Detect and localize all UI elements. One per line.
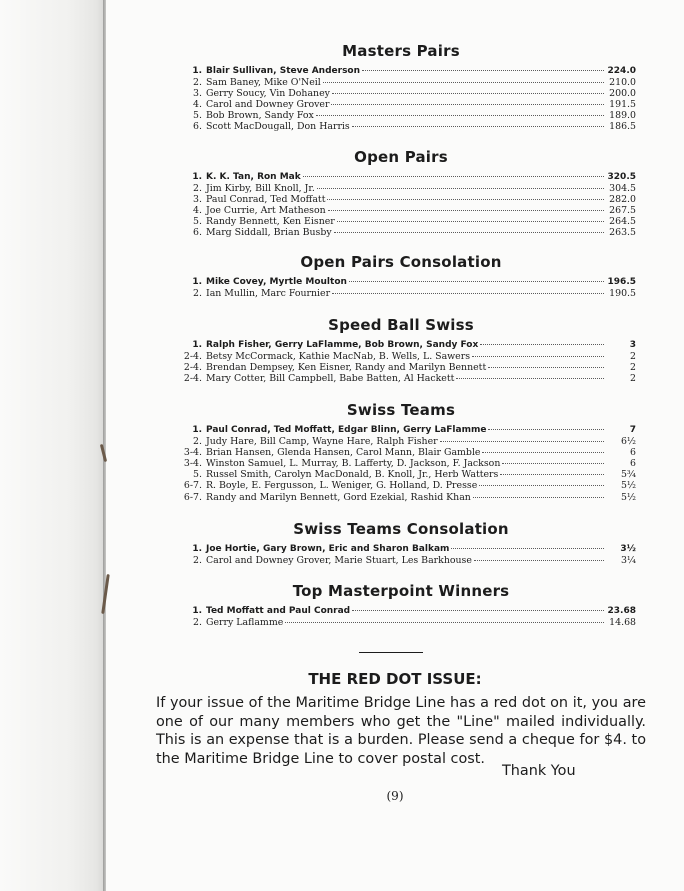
result-row bbox=[166, 194, 636, 205]
leader-dots bbox=[488, 429, 604, 430]
result-score: 5½ bbox=[620, 491, 636, 503]
result-names: Brian Hansen, Glenda Hansen, Carol Mann, Blair Gamble bbox=[206, 447, 481, 459]
result-score: 6½ bbox=[620, 436, 636, 448]
result-rank: 2-4. bbox=[183, 373, 202, 385]
result-score: 320.5 bbox=[607, 172, 636, 182]
result-names: Gerry Laflamme bbox=[206, 617, 284, 629]
section-masters-pairs bbox=[166, 42, 636, 133]
leader-dots bbox=[474, 560, 604, 561]
result-score: 189.0 bbox=[609, 110, 636, 122]
section-title: Swiss Teams bbox=[346, 401, 456, 419]
result-names: Carol and Downey Grover bbox=[206, 99, 330, 111]
result-rank: 4. bbox=[193, 205, 202, 217]
result-row bbox=[166, 544, 636, 555]
leader-dots bbox=[472, 356, 604, 357]
result-score: 3½ bbox=[620, 544, 636, 554]
result-names: Joe Hortie, Gary Brown, Eric and Sharon Balkam bbox=[206, 544, 450, 554]
result-names: Russel Smith, Carolyn MacDonald, B. Knoll, Jr., Herb Watters bbox=[206, 469, 499, 481]
leader-dots bbox=[482, 452, 604, 453]
notice-title: THE RED DOT ISSUE: bbox=[308, 670, 482, 688]
result-names: Paul Conrad, Ted Moffatt bbox=[206, 194, 326, 206]
leader-dots bbox=[337, 221, 604, 222]
result-names: Ted Moffatt and Paul Conrad bbox=[206, 606, 351, 616]
result-rank: 2-4. bbox=[183, 351, 202, 363]
result-row bbox=[166, 88, 636, 99]
result-names: Joe Currie, Art Matheson bbox=[206, 205, 326, 217]
result-score: 210.0 bbox=[609, 77, 636, 89]
notice-signoff: Thank You bbox=[502, 763, 576, 779]
leader-dots bbox=[317, 188, 604, 189]
leader-dots bbox=[500, 474, 604, 475]
result-names: Bob Brown, Sandy Fox bbox=[206, 110, 314, 122]
result-score: 186.5 bbox=[609, 121, 636, 133]
result-score: 3¼ bbox=[620, 555, 636, 567]
result-names: R. Boyle, E. Fergusson, L. Weniger, G. Holland, D. Presse bbox=[206, 480, 478, 492]
result-row bbox=[166, 351, 636, 362]
result-names: Paul Conrad, Ted Moffatt, Edgar Blinn, Gerry LaFlamme bbox=[206, 425, 487, 435]
result-score: 200.0 bbox=[609, 88, 636, 100]
result-names: Ralph Fisher, Gerry LaFlamme, Bob Brown, Sandy Fox bbox=[206, 340, 479, 350]
leader-dots bbox=[303, 176, 604, 177]
result-score: 5½ bbox=[620, 480, 636, 492]
result-rank: 2. bbox=[193, 436, 202, 448]
result-row bbox=[166, 110, 636, 121]
result-rank: 5. bbox=[193, 216, 202, 228]
result-names: Mike Covey, Myrtle Moulton bbox=[206, 277, 347, 287]
section-title: Top Masterpoint Winners bbox=[292, 582, 510, 600]
result-names: Betsy McCormack, Kathie MacNab, B. Wells, L. Sawers bbox=[206, 351, 471, 363]
result-row bbox=[166, 340, 636, 351]
result-row bbox=[166, 492, 636, 503]
result-row bbox=[166, 447, 636, 458]
leader-dots bbox=[323, 82, 604, 83]
result-names: Winston Samuel, L. Murray, B. Lafferty, D. Jackson, F. Jackson bbox=[206, 458, 501, 470]
result-score: 5¾ bbox=[620, 469, 636, 481]
leader-dots bbox=[331, 104, 604, 105]
result-score: 263.5 bbox=[609, 227, 636, 239]
leader-dots bbox=[332, 293, 604, 294]
result-rank: 1. bbox=[192, 66, 202, 76]
section-title: Swiss Teams Consolation bbox=[293, 520, 509, 538]
result-rank: 1. bbox=[192, 340, 202, 350]
result-row bbox=[166, 555, 636, 566]
result-rank: 5. bbox=[193, 110, 202, 122]
result-row bbox=[166, 425, 636, 436]
result-rank: 2. bbox=[193, 77, 202, 89]
result-rank: 2. bbox=[193, 617, 202, 629]
result-rank: 1. bbox=[192, 277, 202, 287]
result-row bbox=[166, 172, 636, 183]
section-open-pairs bbox=[166, 148, 636, 239]
section-title: Speed Ball Swiss bbox=[328, 316, 474, 334]
result-rank: 6. bbox=[193, 121, 202, 133]
result-rank: 6-7. bbox=[183, 480, 202, 492]
section-title: Masters Pairs bbox=[342, 42, 460, 60]
result-score: 2 bbox=[630, 351, 636, 363]
result-row bbox=[166, 77, 636, 88]
section-speed-ball-swiss bbox=[166, 316, 636, 384]
leader-dots bbox=[332, 93, 604, 94]
result-score: 190.5 bbox=[609, 288, 636, 300]
result-names: Randy and Marilyn Bennett, Gord Ezekial, Rashid Khan bbox=[206, 491, 471, 503]
result-rank: 2. bbox=[193, 288, 202, 300]
section-top-masterpoint-winners bbox=[166, 582, 636, 628]
result-rank: 2. bbox=[193, 555, 202, 567]
leader-dots bbox=[328, 210, 604, 211]
page-number: (9) bbox=[386, 789, 404, 803]
result-score: 196.5 bbox=[607, 277, 636, 287]
result-score: 3 bbox=[629, 340, 636, 350]
result-names: K. K. Tan, Ron Mak bbox=[206, 172, 301, 182]
result-score: 304.5 bbox=[609, 183, 636, 195]
result-names: Judy Hare, Bill Camp, Wayne Hare, Ralph Fisher bbox=[206, 436, 438, 448]
result-score: 224.0 bbox=[607, 66, 636, 76]
leader-dots bbox=[352, 610, 604, 611]
result-names: Scott MacDougall, Don Harris bbox=[206, 121, 350, 133]
result-row bbox=[166, 227, 636, 238]
result-row bbox=[166, 288, 636, 299]
leader-dots bbox=[480, 344, 604, 345]
result-rank: 6-7. bbox=[183, 491, 202, 503]
result-score: 282.0 bbox=[609, 194, 636, 206]
result-rank: 2-4. bbox=[183, 362, 202, 374]
leader-dots bbox=[352, 126, 604, 127]
leader-dots bbox=[479, 485, 604, 486]
result-score: 2 bbox=[630, 373, 636, 385]
result-names: Marg Siddall, Brian Busby bbox=[206, 227, 332, 239]
result-row bbox=[166, 277, 636, 288]
result-names: Randy Bennett, Ken Eisner bbox=[206, 216, 335, 228]
booklet-binding-margin bbox=[0, 0, 104, 891]
result-row bbox=[166, 480, 636, 491]
result-row bbox=[166, 436, 636, 447]
result-row bbox=[166, 362, 636, 373]
leader-dots bbox=[451, 548, 604, 549]
notice-body: If your issue of the Maritime Bridge Line has a red dot on it, you are one of our many members who get the "Line" mailed individually. This is an expense that is a burden. Please send a cheque for $4. to the Maritime Bridge Line to cover postal cost. bbox=[156, 695, 646, 767]
result-row bbox=[166, 99, 636, 110]
result-rank: 1. bbox=[192, 544, 202, 554]
result-row bbox=[166, 205, 636, 216]
result-rank: 3-4. bbox=[183, 458, 202, 470]
result-row bbox=[166, 183, 636, 194]
leader-dots bbox=[488, 367, 604, 368]
result-rank: 6. bbox=[193, 227, 202, 239]
leader-dots bbox=[440, 441, 604, 442]
leader-dots bbox=[456, 378, 604, 379]
section-swiss-teams-consolation bbox=[166, 520, 636, 566]
result-rank: 5. bbox=[193, 469, 202, 481]
leader-dots bbox=[473, 497, 604, 498]
result-names: Blair Sullivan, Steve Anderson bbox=[206, 66, 361, 76]
leader-dots bbox=[285, 622, 604, 623]
result-row bbox=[166, 121, 636, 132]
result-names: Carol and Downey Grover, Marie Stuart, Les Barkhouse bbox=[206, 555, 472, 567]
result-rank: 3. bbox=[193, 88, 202, 100]
results-page bbox=[106, 0, 684, 891]
result-names: Mary Cotter, Bill Campbell, Babe Batten, Al Hackett bbox=[206, 373, 455, 385]
section-swiss-teams bbox=[166, 401, 636, 503]
section-open-pairs-consolation bbox=[166, 253, 636, 299]
result-score: 6 bbox=[630, 447, 636, 459]
result-rank: 4. bbox=[193, 99, 202, 111]
section-title: Open Pairs bbox=[354, 148, 448, 166]
result-score: 267.5 bbox=[609, 205, 636, 217]
result-row bbox=[166, 617, 636, 628]
result-score: 264.5 bbox=[609, 216, 636, 228]
result-rank: 1. bbox=[192, 172, 202, 182]
result-row bbox=[166, 373, 636, 384]
result-score: 23.68 bbox=[607, 606, 636, 616]
result-rank: 2. bbox=[193, 183, 202, 195]
result-names: Gerry Soucy, Vin Dohaney bbox=[206, 88, 330, 100]
leader-dots bbox=[327, 199, 604, 200]
result-names: Sam Baney, Mike O'Neil bbox=[206, 77, 321, 89]
result-names: Ian Mullin, Marc Fournier bbox=[206, 288, 331, 300]
leader-dots bbox=[349, 281, 604, 282]
result-row bbox=[166, 66, 636, 77]
section-divider bbox=[359, 652, 423, 653]
result-row bbox=[166, 216, 636, 227]
result-rank: 1. bbox=[192, 606, 202, 616]
result-rank: 1. bbox=[192, 425, 202, 435]
result-rank: 3-4. bbox=[183, 447, 202, 459]
result-score: 7 bbox=[629, 425, 636, 435]
result-names: Jim Kirby, Bill Knoll, Jr. bbox=[206, 183, 315, 195]
result-score: 2 bbox=[630, 362, 636, 374]
leader-dots bbox=[316, 115, 604, 116]
result-row bbox=[166, 469, 636, 480]
result-row bbox=[166, 458, 636, 469]
section-title: Open Pairs Consolation bbox=[300, 253, 502, 271]
result-names: Brendan Dempsey, Ken Eisner, Randy and Marilyn Bennett bbox=[206, 362, 487, 374]
result-score: 14.68 bbox=[609, 617, 636, 629]
result-score: 191.5 bbox=[609, 99, 636, 111]
result-rank: 3. bbox=[193, 194, 202, 206]
leader-dots bbox=[334, 232, 604, 233]
result-score: 6 bbox=[630, 458, 636, 470]
leader-dots bbox=[362, 70, 604, 71]
leader-dots bbox=[502, 463, 604, 464]
result-row bbox=[166, 606, 636, 617]
